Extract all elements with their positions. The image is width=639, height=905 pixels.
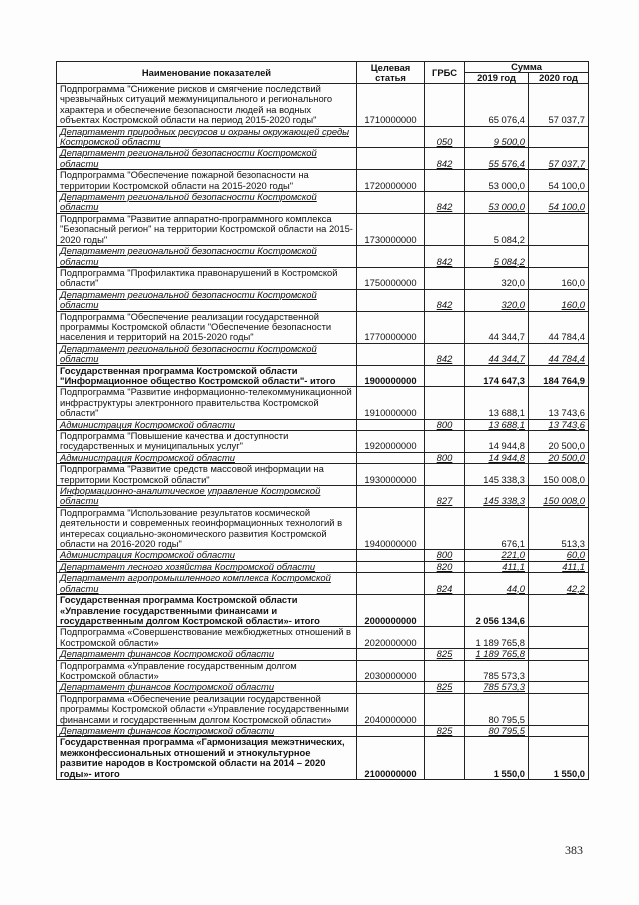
row-name: Департамент финансов Костромской области [57, 649, 357, 660]
header-2020: 2020 год [529, 73, 589, 84]
row-code [357, 550, 425, 561]
table-row [57, 431, 589, 453]
budget-table [56, 61, 589, 780]
row-value-2019: 785 573,3 [465, 660, 529, 682]
row-value-2019: 53 000,0 [465, 192, 529, 214]
row-grbs: 842 [425, 148, 465, 170]
row-value-2019: 53 000,0 [465, 170, 529, 192]
row-value-2020: 411,1 [529, 561, 589, 572]
row-code [357, 126, 425, 148]
row-value-2019: 676,1 [465, 507, 529, 550]
row-name: Департамент региональной безопасности Костромской области [57, 289, 357, 311]
row-grbs [425, 267, 465, 289]
row-name: Государственная программа Костромской области "Информационное общество Костромской области"- итого [57, 365, 357, 387]
table-body [57, 84, 589, 780]
row-name: Администрация Костромской области [57, 452, 357, 463]
row-value-2020: 13 743,6 [529, 419, 589, 430]
row-grbs [425, 595, 465, 627]
row-name: Администрация Костромской области [57, 550, 357, 561]
row-name: Подпрограмма "Обеспечение пожарной безопасности на территории Костромской области на 2015-2020 годы" [57, 170, 357, 192]
row-value-2020 [529, 627, 589, 649]
row-code [357, 561, 425, 572]
row-name: Департамент финансов Костромской области [57, 682, 357, 693]
row-grbs [425, 693, 465, 725]
table-row [57, 649, 589, 660]
row-grbs [425, 170, 465, 192]
row-value-2019: 1 189 765,8 [465, 649, 529, 660]
row-code: 2000000000 [357, 595, 425, 627]
row-name: Подпрограмма "Снижение рисков и смягчение последствий чрезвычайных ситуаций межмуниципального и регионального характера и обеспечение безопасности людей на водных объектах Костромской области на период 2015-2020 годы" [57, 84, 357, 127]
row-name: Департамент региональной безопасности Костромской области [57, 343, 357, 365]
row-value-2020: 57 037,7 [529, 148, 589, 170]
table-row [57, 693, 589, 725]
row-value-2020: 20 500,0 [529, 431, 589, 453]
row-grbs [425, 627, 465, 649]
table-row [57, 289, 589, 311]
row-value-2019: 320,0 [465, 289, 529, 311]
table-row [57, 148, 589, 170]
row-value-2020 [529, 213, 589, 245]
row-code [357, 486, 425, 508]
table-row [57, 486, 589, 508]
table-row [57, 737, 589, 780]
row-value-2019: 13 688,1 [465, 419, 529, 430]
table-row [57, 267, 589, 289]
row-value-2019: 5 084,2 [465, 246, 529, 268]
table-row [57, 84, 589, 127]
row-value-2020: 150 008,0 [529, 464, 589, 486]
row-value-2019: 14 944,8 [465, 431, 529, 453]
row-code [357, 419, 425, 430]
row-value-2020 [529, 246, 589, 268]
row-name: Подпрограмма «Управление государственным долгом Костромской области» [57, 660, 357, 682]
row-name: Подпрограмма «Обеспечение реализации государственной программы Костромской области «Управление государственными финансами и государственным долгом Костромской области» [57, 693, 357, 725]
row-name: Подпрограмма "Обеспечение реализации государственной программы Костромской области "Обеспечение безопасности населения и территорий на 2015-2020 годы" [57, 311, 357, 343]
row-name: Департамент агропромышленного комплекса Костромской области [57, 573, 357, 595]
row-value-2020: 13 743,6 [529, 387, 589, 419]
row-value-2020: 150 008,0 [529, 486, 589, 508]
table-row [57, 550, 589, 561]
row-grbs: 825 [425, 725, 465, 736]
table-row [57, 561, 589, 572]
row-value-2020: 54 100,0 [529, 170, 589, 192]
row-name: Подпрограмма "Развитие аппаратно-программного комплекса "Безопасный регион" на территории Костромской области на 2015-2020 годы" [57, 213, 357, 245]
row-value-2020: 513,3 [529, 507, 589, 550]
row-value-2020 [529, 682, 589, 693]
row-name: Департамент региональной безопасности Костромской области [57, 246, 357, 268]
row-code [357, 148, 425, 170]
row-name: Департамент финансов Костромской области [57, 725, 357, 736]
row-code: 1710000000 [357, 84, 425, 127]
row-value-2020: 44 784,4 [529, 343, 589, 365]
row-grbs: 824 [425, 573, 465, 595]
row-name: Подпрограмма "Развитие средств массовой информации на территории Костромской области" [57, 464, 357, 486]
table-row [57, 573, 589, 595]
row-value-2019: 44,0 [465, 573, 529, 595]
table-row [57, 419, 589, 430]
header-code: Целевая статья [357, 62, 425, 84]
table-row [57, 464, 589, 486]
row-value-2019: 44 344,7 [465, 343, 529, 365]
table-row [57, 452, 589, 463]
row-code [357, 192, 425, 214]
row-name: Государственная программа «Гармонизация межэтнических, межконфессиональных отношений и этнокультурное развитие народов в Костромской области на 2014 – 2020 годы»- итого [57, 737, 357, 780]
header-2019: 2019 год [465, 73, 529, 84]
row-value-2019: 145 338,3 [465, 464, 529, 486]
table-row [57, 246, 589, 268]
row-code: 2020000000 [357, 627, 425, 649]
row-value-2019: 320,0 [465, 267, 529, 289]
row-value-2020 [529, 126, 589, 148]
row-value-2020 [529, 693, 589, 725]
row-code: 2030000000 [357, 660, 425, 682]
row-grbs [425, 84, 465, 127]
header-row [57, 62, 589, 73]
row-name: Информационно-аналитическое управление Костромской области [57, 486, 357, 508]
row-grbs: 800 [425, 550, 465, 561]
row-code: 1750000000 [357, 267, 425, 289]
row-value-2020: 44 784,4 [529, 311, 589, 343]
row-grbs [425, 507, 465, 550]
row-value-2020 [529, 660, 589, 682]
table-row [57, 627, 589, 649]
table-row [57, 213, 589, 245]
row-grbs [425, 387, 465, 419]
row-value-2020 [529, 595, 589, 627]
row-name: Департамент региональной безопасности Костромской области [57, 192, 357, 214]
table-row [57, 192, 589, 214]
row-value-2019: 174 647,3 [465, 365, 529, 387]
row-name: Государственная программа Костромской области «Управление государственными финансами и государственным долгом Костромской области»- итого [57, 595, 357, 627]
header-sum: Сумма [465, 62, 589, 73]
row-name: Подпрограмма "Использование результатов космической деятельности и современных геоинформационных технологий в интересах социально-экономического развития Костромской области на 2016-2020 годы" [57, 507, 357, 550]
row-value-2019: 1 189 765,8 [465, 627, 529, 649]
row-code [357, 289, 425, 311]
row-value-2020: 57 037,7 [529, 84, 589, 127]
row-code: 1770000000 [357, 311, 425, 343]
row-code: 1910000000 [357, 387, 425, 419]
row-value-2019: 14 944,8 [465, 452, 529, 463]
row-grbs: 842 [425, 343, 465, 365]
row-name: Департамент региональной безопасности Костромской области [57, 148, 357, 170]
row-name: Подпрограмма "Развитие информационно-телекоммуникационной инфраструктуры электронного правительства Костромской области" [57, 387, 357, 419]
row-code [357, 573, 425, 595]
row-grbs: 842 [425, 289, 465, 311]
row-code: 1930000000 [357, 464, 425, 486]
row-grbs: 825 [425, 682, 465, 693]
row-code: 1900000000 [357, 365, 425, 387]
row-code [357, 452, 425, 463]
row-value-2020 [529, 725, 589, 736]
table-row [57, 725, 589, 736]
row-grbs: 842 [425, 246, 465, 268]
table-row [57, 595, 589, 627]
row-grbs: 842 [425, 192, 465, 214]
row-value-2019: 221,0 [465, 550, 529, 561]
row-value-2020: 160,0 [529, 267, 589, 289]
row-grbs: 800 [425, 419, 465, 430]
row-code [357, 343, 425, 365]
row-value-2019: 1 550,0 [465, 737, 529, 780]
row-grbs [425, 365, 465, 387]
table-row [57, 660, 589, 682]
table-row [57, 507, 589, 550]
row-value-2019: 55 576,4 [465, 148, 529, 170]
row-value-2019: 411,1 [465, 561, 529, 572]
row-value-2020: 54 100,0 [529, 192, 589, 214]
header-name: Наименование показателей [57, 62, 357, 84]
row-grbs [425, 311, 465, 343]
row-code: 1940000000 [357, 507, 425, 550]
row-value-2019: 80 795,5 [465, 693, 529, 725]
row-value-2019: 9 500,0 [465, 126, 529, 148]
table-row [57, 343, 589, 365]
row-value-2020: 20 500,0 [529, 452, 589, 463]
table-row [57, 365, 589, 387]
row-name: Администрация Костромской области [57, 419, 357, 430]
row-value-2020: 160,0 [529, 289, 589, 311]
row-name: Подпрограмма "Повышение качества и доступности государственных и муниципальных услуг" [57, 431, 357, 453]
row-grbs [425, 213, 465, 245]
row-code [357, 725, 425, 736]
table-row [57, 170, 589, 192]
row-grbs [425, 660, 465, 682]
row-grbs [425, 431, 465, 453]
row-name: Департамент природных ресурсов и охраны окружающей среды Костромской области [57, 126, 357, 148]
row-code: 2040000000 [357, 693, 425, 725]
table-row [57, 387, 589, 419]
row-code [357, 649, 425, 660]
header-grbs: ГРБС [425, 62, 465, 84]
row-value-2019: 5 084,2 [465, 213, 529, 245]
table-row [57, 682, 589, 693]
row-grbs [425, 737, 465, 780]
row-name: Подпрограмма "Профилактика правонарушений в Костромской области" [57, 267, 357, 289]
row-name: Подпрограмма «Совершенствование межбюджетных отношений в Костромской области» [57, 627, 357, 649]
row-grbs: 825 [425, 649, 465, 660]
row-value-2019: 80 795,5 [465, 725, 529, 736]
row-value-2020: 60,0 [529, 550, 589, 561]
row-value-2019: 44 344,7 [465, 311, 529, 343]
row-value-2020: 184 764,9 [529, 365, 589, 387]
row-grbs [425, 464, 465, 486]
row-value-2020: 1 550,0 [529, 737, 589, 780]
row-value-2020 [529, 649, 589, 660]
row-value-2019: 65 076,4 [465, 84, 529, 127]
row-grbs: 800 [425, 452, 465, 463]
row-code: 2100000000 [357, 737, 425, 780]
row-name: Департамент лесного хозяйства Костромской области [57, 561, 357, 572]
row-code: 1730000000 [357, 213, 425, 245]
row-value-2019: 13 688,1 [465, 387, 529, 419]
row-value-2019: 145 338,3 [465, 486, 529, 508]
row-code: 1920000000 [357, 431, 425, 453]
row-value-2019: 785 573,3 [465, 682, 529, 693]
row-code: 1720000000 [357, 170, 425, 192]
row-code [357, 246, 425, 268]
row-grbs: 050 [425, 126, 465, 148]
row-value-2020: 42,2 [529, 573, 589, 595]
page-number: 383 [565, 843, 583, 857]
row-grbs: 820 [425, 561, 465, 572]
table-row [57, 126, 589, 148]
row-value-2019: 2 056 134,6 [465, 595, 529, 627]
row-grbs: 827 [425, 486, 465, 508]
table-row [57, 311, 589, 343]
row-code [357, 682, 425, 693]
